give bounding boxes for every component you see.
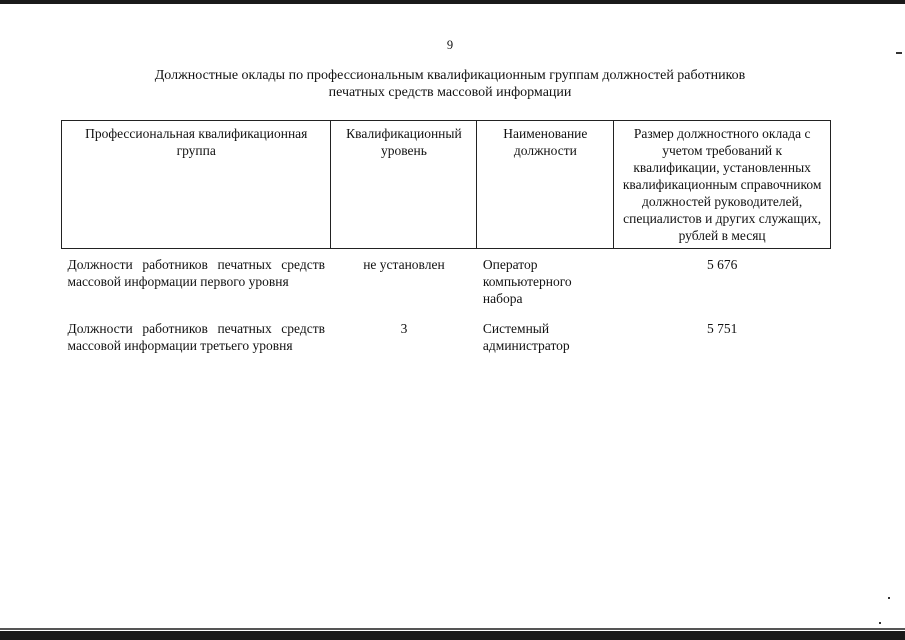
cell-group: Должности работников печатных средств массовой информации третьего уровня bbox=[67, 321, 325, 353]
title-line-2: печатных средств массовой информации bbox=[328, 85, 572, 100]
cell-position: Оператор компьютерного набора bbox=[482, 257, 572, 306]
header-qualification-group: Профессиональная квалификационная группа bbox=[62, 121, 331, 249]
table-row bbox=[62, 313, 831, 360]
cell-level: 3 bbox=[400, 321, 408, 336]
table-row bbox=[62, 249, 831, 314]
scan-speck bbox=[888, 597, 890, 599]
page-number: 9 bbox=[446, 38, 454, 52]
header-position-name: Наименование должности bbox=[477, 121, 614, 249]
scan-top-edge bbox=[0, 0, 905, 4]
salary-table bbox=[61, 120, 831, 360]
cell-level: не установлен bbox=[363, 257, 445, 272]
document-title bbox=[100, 67, 800, 101]
title-line-1: Должностные оклады по профессиональным квалификационным группам должностей работников bbox=[154, 68, 746, 83]
cell-salary: 5 676 bbox=[706, 257, 738, 272]
header-qualification-level: Квалификационный уровень bbox=[331, 121, 477, 249]
scan-speck bbox=[879, 622, 881, 624]
cell-position: Системный администратор bbox=[482, 321, 570, 353]
cell-salary: 5 751 bbox=[706, 321, 738, 336]
scan-speck bbox=[896, 52, 902, 54]
scan-bottom-edge bbox=[0, 631, 905, 640]
table-header-row bbox=[62, 121, 831, 249]
cell-group: Должности работников печатных средств массовой информации первого уровня bbox=[67, 257, 325, 289]
header-salary-size: Размер должностного оклада с учетом требований к квалификации, установленных квалификационным справочником должностей руководителей, специалистов и других служащих, рублей в месяц bbox=[614, 121, 831, 249]
